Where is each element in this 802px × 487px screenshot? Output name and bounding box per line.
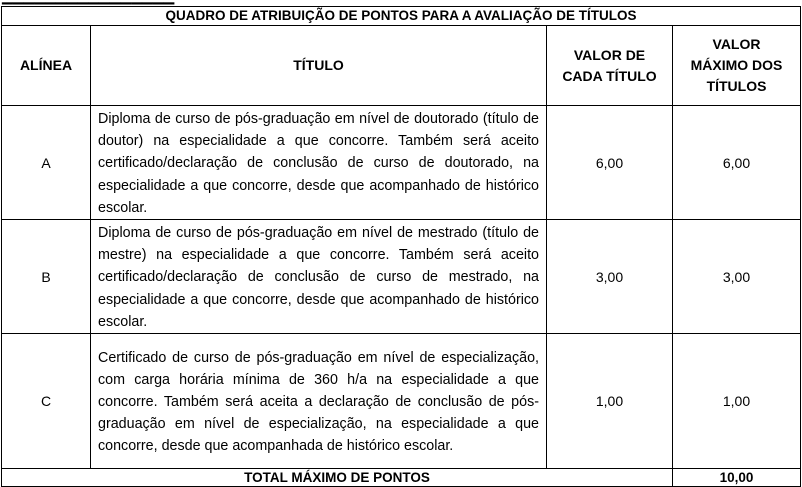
table-row <box>2 220 801 334</box>
table-row <box>2 106 801 220</box>
header-alinea: ALÍNEA <box>2 26 91 106</box>
table-row <box>2 334 801 469</box>
row-c-alinea: C <box>2 334 91 469</box>
row-c-valor-cada: 1,00 <box>547 334 673 469</box>
row-b-titulo: Diploma de curso de pós-graduação em nível de mestrado (título de mestre) na especialidade a que concorre. Também será aceito certificado/declaração de conclusão de curso de mestrado, na especialidade a que concorre, desde que acompanhado de histórico escolar. <box>91 220 547 334</box>
row-b-valor-cada: 3,00 <box>547 220 673 334</box>
table-title: QUADRO DE ATRIBUIÇÃO DE PONTOS PARA A AVALIAÇÃO DE TÍTULOS <box>2 7 801 26</box>
header-valor-maximo <box>673 26 801 106</box>
total-value: 10,00 <box>673 469 801 487</box>
header-valor-cada-text: VALOR DE CADA TÍTULO <box>562 46 657 84</box>
row-c-valor-maximo: 1,00 <box>673 334 801 469</box>
row-b-valor-maximo: 3,00 <box>673 220 801 334</box>
row-a-alinea: A <box>2 106 91 220</box>
row-a-titulo: Diploma de curso de pós-graduação em nível de doutorado (título de doutor) na especialidade a que concorre. Também será aceito certificado/declaração de conclusão de curso de doutorado, na especialidade a que concorre, desde que acompanhado de histórico escolar. <box>91 106 547 220</box>
clipped-text-fragment <box>0 0 230 5</box>
row-a-valor-cada: 6,00 <box>547 106 673 220</box>
table-header-row <box>2 26 801 106</box>
header-titulo: TÍTULO <box>91 26 547 106</box>
table-total-row <box>2 469 801 487</box>
header-valor-cada <box>547 26 673 106</box>
row-b-alinea: B <box>2 220 91 334</box>
table-title-row <box>2 7 801 26</box>
row-c-titulo: Certificado de curso de pós-graduação em nível de especialização, com carga horária mínima de 360 h/a na especialidade a que concorre. Também será aceita a declaração de conclusão de pós-graduação em nível de especialização, na especialidade a que concorre, desde que acompanhada de histórico escolar. <box>91 334 547 469</box>
row-a-valor-maximo: 6,00 <box>673 106 801 220</box>
total-label: TOTAL MÁXIMO DE PONTOS <box>2 469 673 487</box>
points-table <box>1 6 801 487</box>
clipped-decoration <box>2 0 174 4</box>
header-valor-maximo-text: VALOR MÁXIMO DOS TÍTULOS <box>690 36 783 94</box>
